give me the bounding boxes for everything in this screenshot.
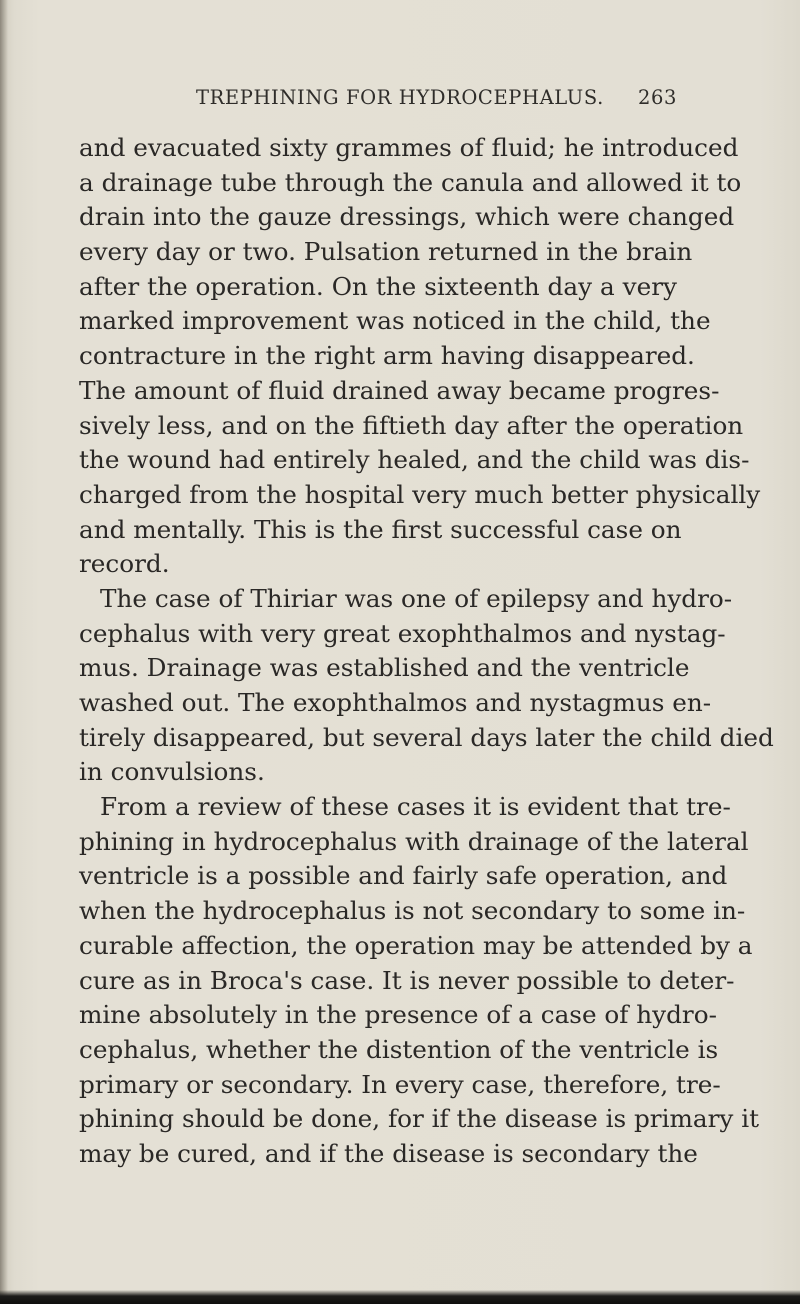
page-number: 263	[637, 86, 677, 109]
text-line: record.	[79, 549, 170, 579]
text-line: drain into the gauze dressings, which were changed	[79, 202, 735, 232]
text-line: The case of Thiriar was one of epilepsy and hydro-	[100, 583, 733, 613]
text-line: in convulsions.	[79, 757, 265, 787]
text-line: tirely disappeared, but several days later the child died	[79, 722, 774, 752]
text-line: phining in hydrocephalus with drainage of the lateral	[79, 826, 749, 856]
text-line: the wound had entirely healed, and the child was dis-	[79, 445, 750, 475]
page-header	[75, 86, 677, 116]
text-line: and mentally. This is the first successful case on	[79, 514, 682, 544]
text-line: mine absolutely in the presence of a case of hydro-	[79, 1000, 717, 1030]
text-line: The amount of fluid drained away became progres-	[79, 375, 720, 405]
text-line: From a review of these cases it is evident that tre-	[100, 792, 731, 822]
text-line: when the hydrocephalus is not secondary to some in-	[79, 896, 746, 926]
text-line: mus. Drainage was established and the ventricle	[79, 653, 690, 683]
text-line: marked improvement was noticed in the child, the	[79, 306, 711, 336]
text-line: washed out. The exophthalmos and nystagmus en-	[79, 688, 712, 717]
text-line: and evacuated sixty grammes of fluid; he introduced	[79, 133, 739, 162]
text-line: a drainage tube through the canula and allowed it to	[79, 167, 742, 197]
text-line: cephalus with very great exophthalmos and nystag-	[79, 618, 726, 648]
text-line: sively less, and on the fiftieth day after the operation	[79, 410, 744, 440]
text-line: cephalus, whether the distention of the ventricle is	[79, 1034, 719, 1064]
text-line: curable affection, the operation may be attended by a	[79, 930, 753, 960]
text-line: primary or secondary. In every case, therefore, tre-	[79, 1069, 721, 1099]
text-line: charged from the hospital very much better physically	[79, 479, 761, 509]
text-line: after the operation. On the sixteenth day a very	[79, 271, 677, 301]
text-line: may be cured, and if the disease is secondary the	[79, 1138, 698, 1168]
text-line: phining should be done, for if the disease is primary it	[79, 1104, 760, 1134]
body-text	[79, 131, 774, 1172]
text-line: every day or two. Pulsation returned in the brain	[79, 237, 693, 267]
spine-shadow	[0, 0, 8, 1304]
text-line: ventricle is a possible and fairly safe operation, and	[79, 861, 728, 891]
text-line: contracture in the right arm having disappeared.	[79, 341, 695, 371]
text-line: cure as in Broca's case. It is never possible to deter-	[79, 965, 735, 995]
scan-edge-shadow	[0, 1290, 800, 1304]
running-head: TREPHINING FOR HYDROCEPHALUS.	[196, 86, 604, 109]
